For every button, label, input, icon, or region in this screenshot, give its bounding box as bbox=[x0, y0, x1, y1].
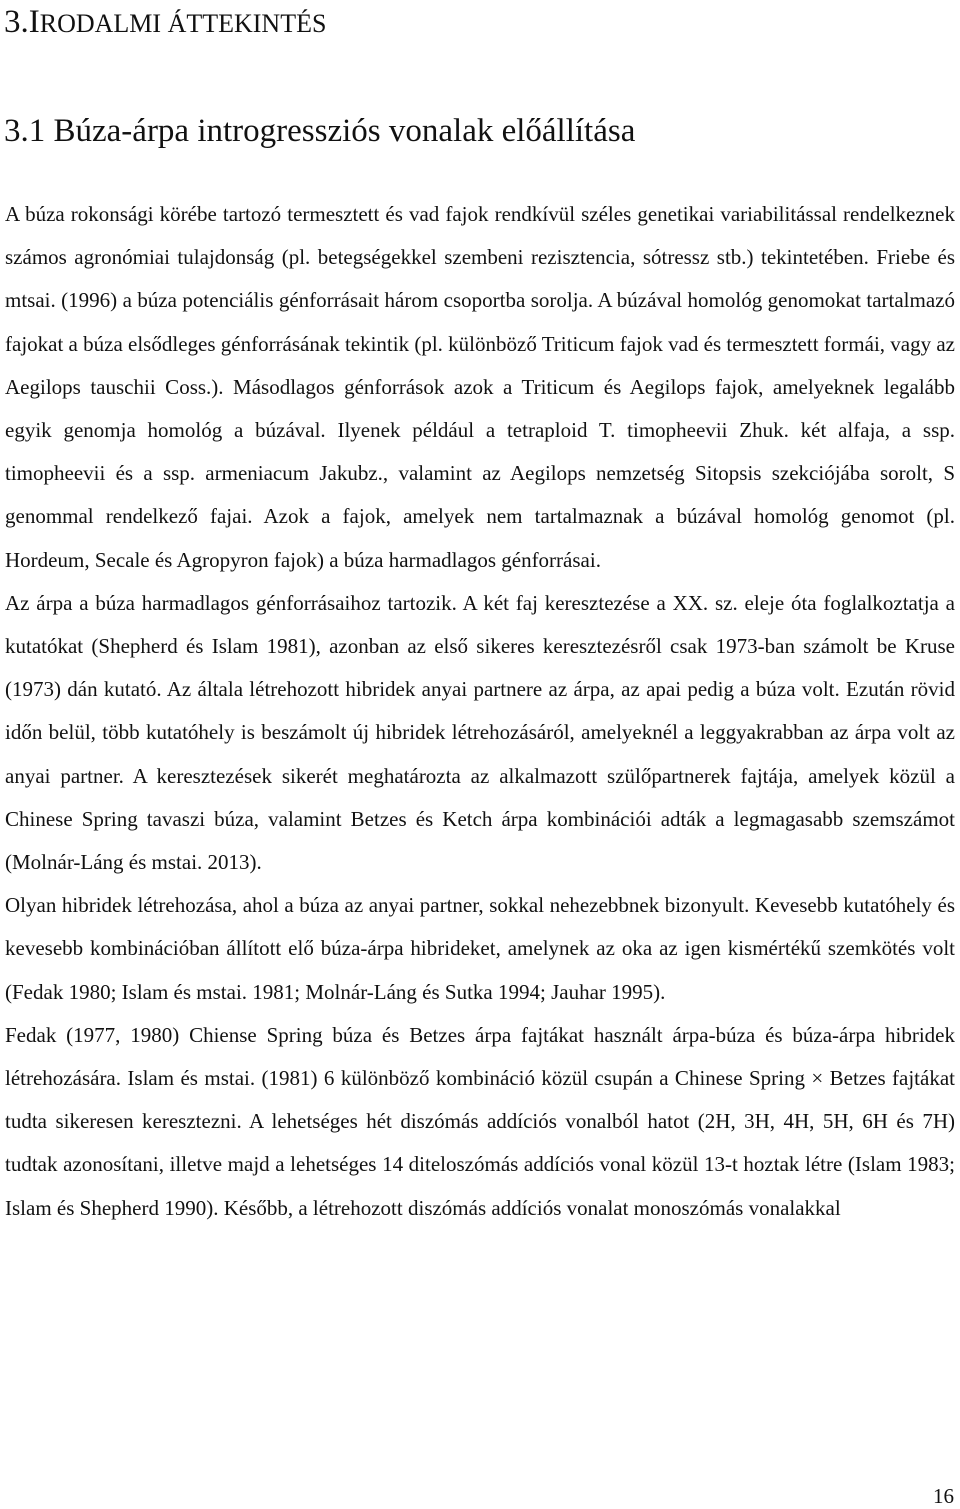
paragraph-genetic-resources: A búza rokonsági körébe tartozó termesztett és vad fajok rendkívül széles genetikai variabilitással rendelkeznek számos agronómiai tulajdonság (pl. betegségekkel szembeni rezisztencia, sótressz stb.) tekintetében. Friebe és mtsai. (1996) a búza potenciális génforrásait három csoportba sorolja. A búzával homológ genomokat tartalmazó fajokat a búza elsődleges génforrásának tekintik (pl. különböző Triticum fajok vad és termesztett formái, vagy az Aegilops tauschii Coss.). Másodlagos génforrások azok a Triticum és Aegilops fajok, amelyeknek legalább egyik genomja homológ a búzával. Ilyenek például a tetraploid T. timopheevii Zhuk. két alfaja, a ssp. timopheevii és a ssp. armeniacum Jakubz., valamint az Aegilops nemzetség Sitopsis szekciójába sorolt, S genommal rendelkező fajai. Azok a fajok, amelyek nem tartalmaznak a búzával homológ genomot (pl. Hordeum, Secale és Agropyron fajok) a búza harmadlagos génforrásai. bbox=[5, 202, 955, 572]
page-number: 16 bbox=[933, 1484, 954, 1508]
paragraph-addition-lines: Fedak (1977, 1980) Chiense Spring búza és Betzes árpa fajtákat használt árpa-búza és búza-árpa hibridek létrehozására. Islam és mstai. (1981) 6 különböző kombináció közül csupán a Chinese Spring × Betzes fajtákat tudta sikeresen keresztezni. A lehetséges hét diszómás addíciós vonalból hatot (2H, 3H, 4H, 5H, 6H és 7H) tudtak azonosítani, illetve majd a lehetséges 14 diteloszómás addíciós vonal közül 13-t hoztak létre (Islam 1983; Islam és Shepherd 1990). Később, a létrehozott diszómás addíciós vonalat monoszómás vonalakkal bbox=[5, 1022, 955, 1220]
chapter-title-rest: RODALMI ÁTTEKINTÉS bbox=[39, 9, 327, 38]
chapter-number: 3. bbox=[4, 4, 29, 40]
chapter-title-initial: I bbox=[28, 4, 40, 40]
paragraph-wheat-mother-hybrids: Olyan hibridek létrehozása, ahol a búza az anyai partner, sokkal nehezebbnek bizonyult. Kevesebb kutatóhely és kevesebb kombinációban állított elő búza-árpa hibrideket, amelynek az oka az igen kismértékű szemkötés volt (Fedak 1980; Islam és mstai. 1981; Molnár-Láng és Sutka 1994; Jauhar 1995). bbox=[5, 893, 955, 1004]
paragraph-barley-crossing-history: Az árpa a búza harmadlagos génforrásaihoz tartozik. A két faj keresztezése a XX. sz. eleje óta foglalkoztatja a kutatókat (Shepherd és Islam 1981), azonban az első sikeres keresztezésről csak 1973-ban számolt be Kruse (1973) dán kutató. Az általa létrehozott hibridek anyai partnere az árpa, az apai pedig a búza volt. Ezután rövid időn belül, több kutatóhely is beszámolt új hibridek létrehozásáról, amelyeknél a leggyakrabban az árpa volt az anyai partner. A keresztezések sikerét meghatározta az alkalmazott szülőpartnerek fajtája, amelyek közül a Chinese Spring tavaszi búza, valamint Betzes és Ketch árpa kombinációi adták a legmagasabb szemszámot (Molnár-Láng és mstai. 2013). bbox=[5, 590, 955, 875]
body-text bbox=[5, 193, 955, 1230]
chapter-heading bbox=[4, 2, 326, 44]
section-heading: 3.1 Búza-árpa introgressziós vonalak előállítása bbox=[4, 113, 636, 149]
